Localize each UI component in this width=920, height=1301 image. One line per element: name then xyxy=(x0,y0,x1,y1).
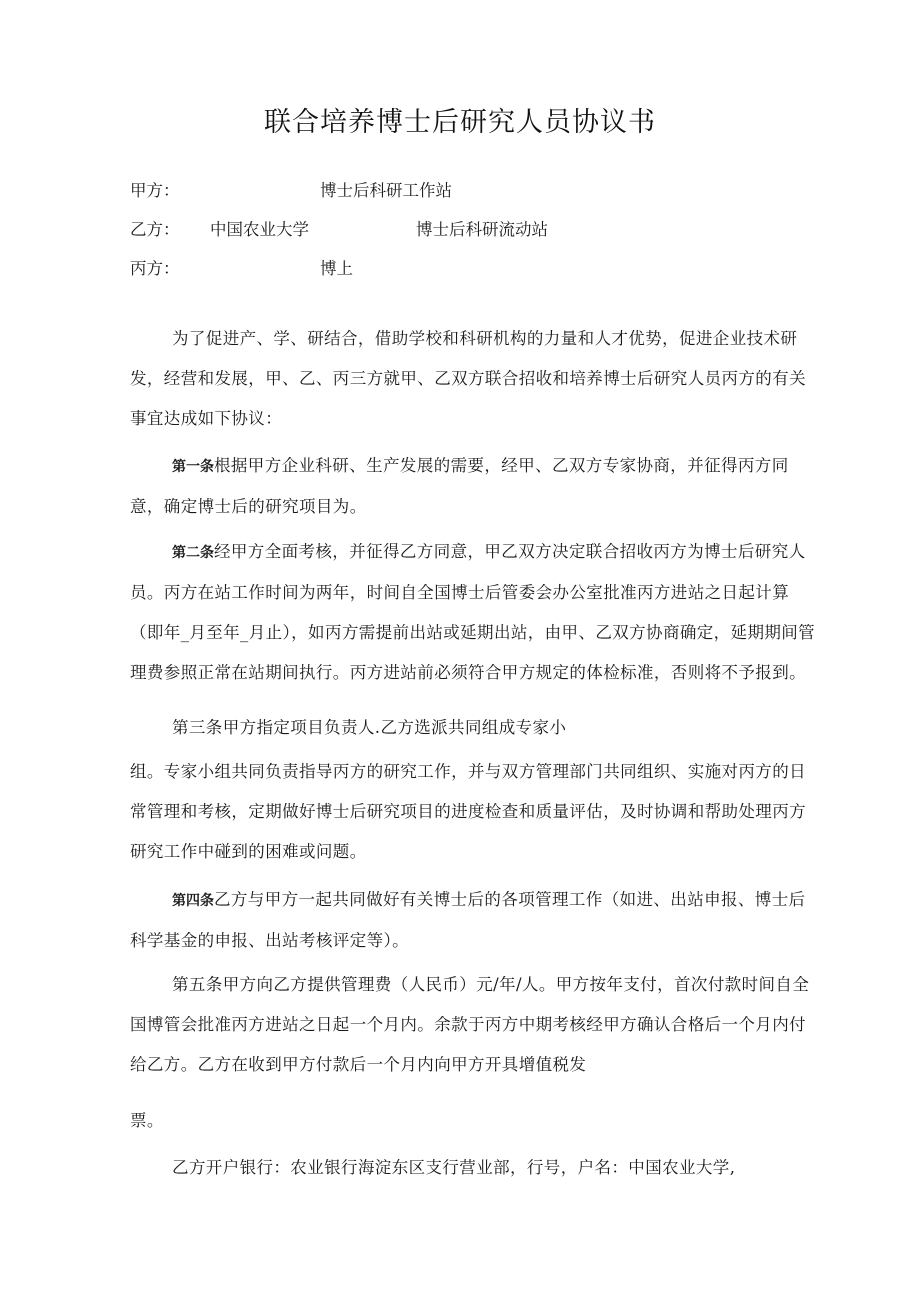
article-5-heading: 第五条 xyxy=(172,975,223,994)
bank-info: 乙方开户银行：农业银行海淀东区支行营业部，行号，户名：中国农业大学, xyxy=(172,1158,736,1177)
party-c-label: 丙方： xyxy=(130,259,180,278)
article-4-text: 乙方与甲方一起共同做好有关博士后的各项管理工作（如进、出站申报、博士后科学基金的申报、出站考核评定等）。 xyxy=(130,890,806,950)
article-1-heading: 第一条 xyxy=(172,459,214,475)
intro-paragraph xyxy=(130,319,820,439)
article-4 xyxy=(130,880,820,961)
party-b-station: 博士后科研流动站 xyxy=(416,220,548,239)
party-a-value: 博士后科研工作站 xyxy=(320,181,452,200)
party-b-university: 中国农业大学 xyxy=(210,220,309,239)
article-3-body xyxy=(130,752,820,872)
party-b-label: 乙方： xyxy=(130,220,180,239)
article-1-text: 根据甲方企业科研、生产发展的需要，经甲、乙双方专家协商，并征得丙方同意，确定博士后的研究项目为。 xyxy=(130,456,789,516)
article-5-tail: 票。 xyxy=(130,1111,164,1130)
article-3-first-line xyxy=(172,717,566,739)
article-5 xyxy=(130,965,820,1085)
article-3-heading: 第三条 xyxy=(172,718,223,737)
article-4-heading: 第四条 xyxy=(172,893,214,909)
article-2-text: 经甲方全面考核，并征得乙方同意，甲乙双方决定联合招收丙方为博士后研究人员。丙方在站工作时间为两年，时间自全国博士后管委会办公室批准丙方进站之日起计算（即年_月至年_月止），如丙方需提前出站或延期出站，由甲、乙双方协商确定，延期期间管理费参照正常在站期间执行。丙方进站前必须符合甲方规定的体检标准，否则将不予报到。 xyxy=(130,542,816,682)
article-3-text-rest: 组。专家小组共同负责指导丙方的研究工作，并与双方管理部门共同组织、实施对丙方的日常管理和考核，定期做好博士后研究项目的进度检查和质量评估，及时协调和帮助处理丙方研究工作中碰到的困难或问题。 xyxy=(130,762,806,861)
article-3-text-line1: 甲方指定项目负责人.乙方选派共同组成专家小 xyxy=(222,718,567,737)
party-c-value: 博上 xyxy=(320,259,353,278)
article-2 xyxy=(130,532,820,693)
article-5-text: 甲方向乙方提供管理费（人民币）元/年/人。甲方按年支付，首次付款时间自全国博管会批准丙方进站之日起一个月内。余款于丙方中期考核经甲方确认合格后一个月内付给乙方。乙方在收到甲方付款后一个月内向甲方开具增值税发 xyxy=(130,975,810,1074)
document-title: 联合培养博士后研究人员协议书 xyxy=(264,107,656,138)
article-1 xyxy=(130,446,820,527)
intro-text: 为了促进产、学、研结合，借助学校和科研机构的力量和人才优势，促进企业技术研发，经营和发展，甲、乙、丙三方就甲、乙双方联合招收和培养博士后研究人员丙方的有关事宜达成如下协议： xyxy=(130,329,806,428)
article-2-heading: 第二条 xyxy=(172,545,214,561)
party-a-label: 甲方： xyxy=(130,181,180,200)
